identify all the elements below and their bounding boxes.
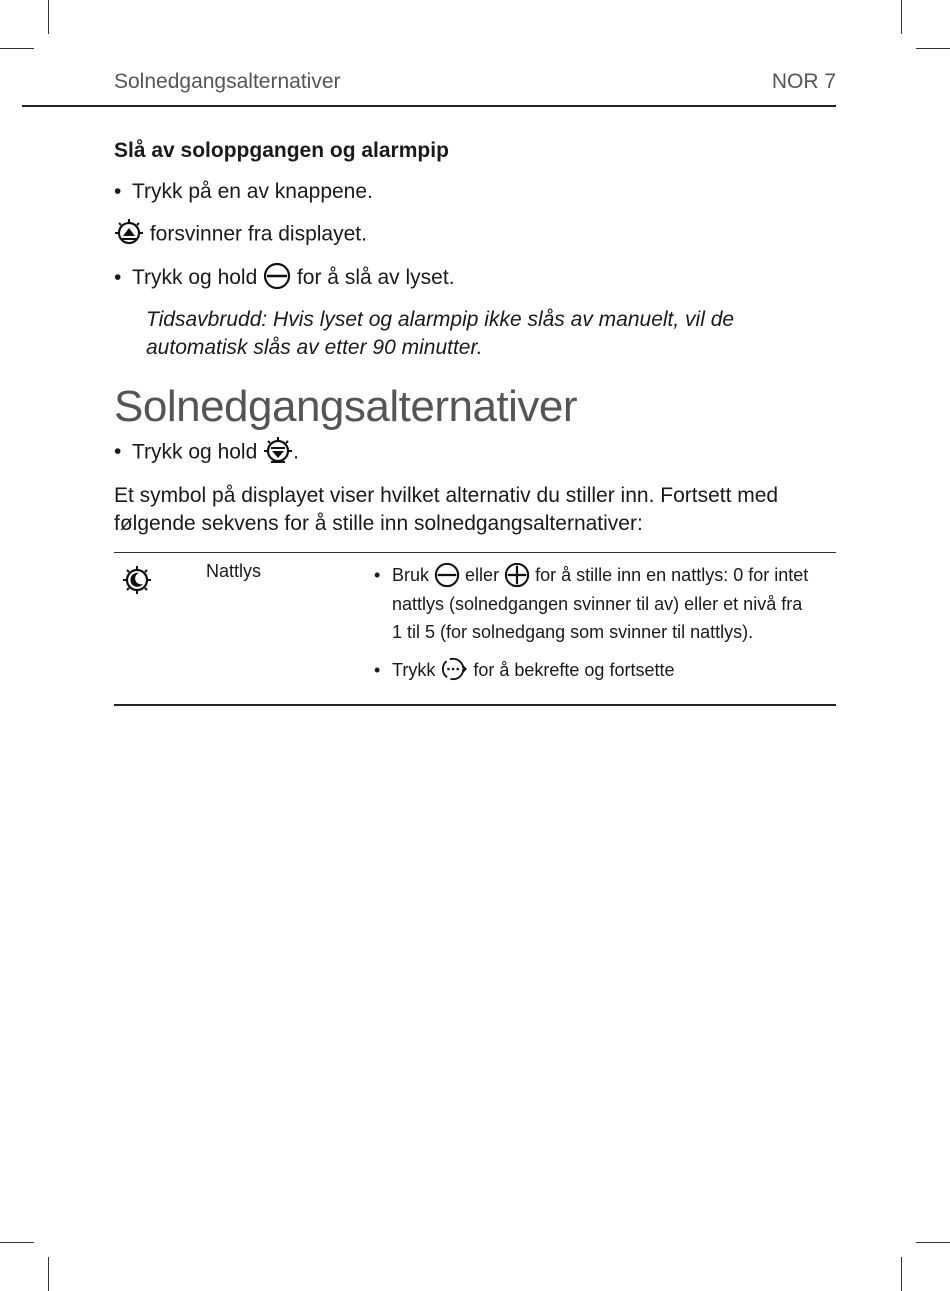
instruction-text: for å bekrefte og fortsette	[473, 659, 675, 680]
night-light-icon	[122, 565, 152, 595]
page-header	[114, 70, 836, 98]
instruction-confirm	[374, 656, 816, 684]
instruction-text: Trykk	[392, 659, 436, 680]
crop-mark	[0, 1242, 34, 1243]
instruction-text: Bruk	[392, 565, 430, 586]
header-divider	[22, 105, 836, 107]
header-section-title: Solnedgangsalternativer	[114, 70, 341, 93]
step-text: Trykk og hold	[132, 441, 258, 464]
instruction-text: eller	[465, 565, 500, 586]
header-page-number: NOR 7	[771, 70, 836, 93]
minus-button-icon	[434, 562, 460, 588]
confirm-button-icon	[440, 656, 468, 682]
plus-button-icon	[504, 562, 530, 588]
table-row	[114, 553, 836, 705]
table-cell-label	[206, 553, 374, 705]
step-hold-sunset	[114, 438, 836, 468]
section-title: Solnedgangsalternativer	[114, 382, 578, 432]
timeout-note: Tidsavbrudd: Hvis lyset og alarmpip ikke slås av manuelt, vil de automatisk slås av etter 90 minutter.	[146, 308, 735, 360]
sunset-icon	[263, 436, 293, 466]
crop-mark	[916, 48, 950, 49]
crop-mark	[0, 48, 34, 49]
crop-mark	[48, 1257, 49, 1291]
step-sunrise-disappears	[114, 220, 836, 250]
crop-mark	[901, 0, 902, 34]
crop-mark	[901, 1257, 902, 1291]
setting-label: Nattlys	[206, 561, 262, 582]
crop-mark	[916, 1242, 950, 1243]
instruction-adjust	[374, 561, 816, 645]
page-content	[114, 136, 836, 706]
step-text: Trykk og hold	[132, 266, 258, 289]
settings-table	[114, 552, 836, 706]
step-text: for å slå av lyset.	[296, 266, 455, 289]
instruction-text: for å stille inn en nattlys: 0 for intet nattlys (solnedgangen svinner til av) eller et nivå fra 1 til 5 (for solnedgang som svinner til nattlys).	[392, 565, 809, 642]
section-heading: Slå av soloppgangen og alarmpip	[114, 139, 449, 162]
crop-mark	[48, 0, 49, 34]
step-text: Trykk på en av knappene.	[132, 180, 373, 203]
step-text: forsvinner fra displayet.	[149, 222, 367, 246]
step-hold-minus	[114, 264, 836, 292]
step-press-any-button	[114, 178, 836, 206]
table-cell-instructions	[374, 553, 836, 705]
sunrise-icon	[114, 218, 144, 248]
intro-paragraph: Et symbol på displayet viser hvilket alternativ du stiller inn. Fortsett med følgende sekvens for å stille inn solnedgangsalternativer:	[114, 484, 779, 536]
minus-button-icon	[263, 262, 291, 290]
step-text: .	[293, 441, 299, 464]
table-cell-icon	[114, 553, 206, 705]
